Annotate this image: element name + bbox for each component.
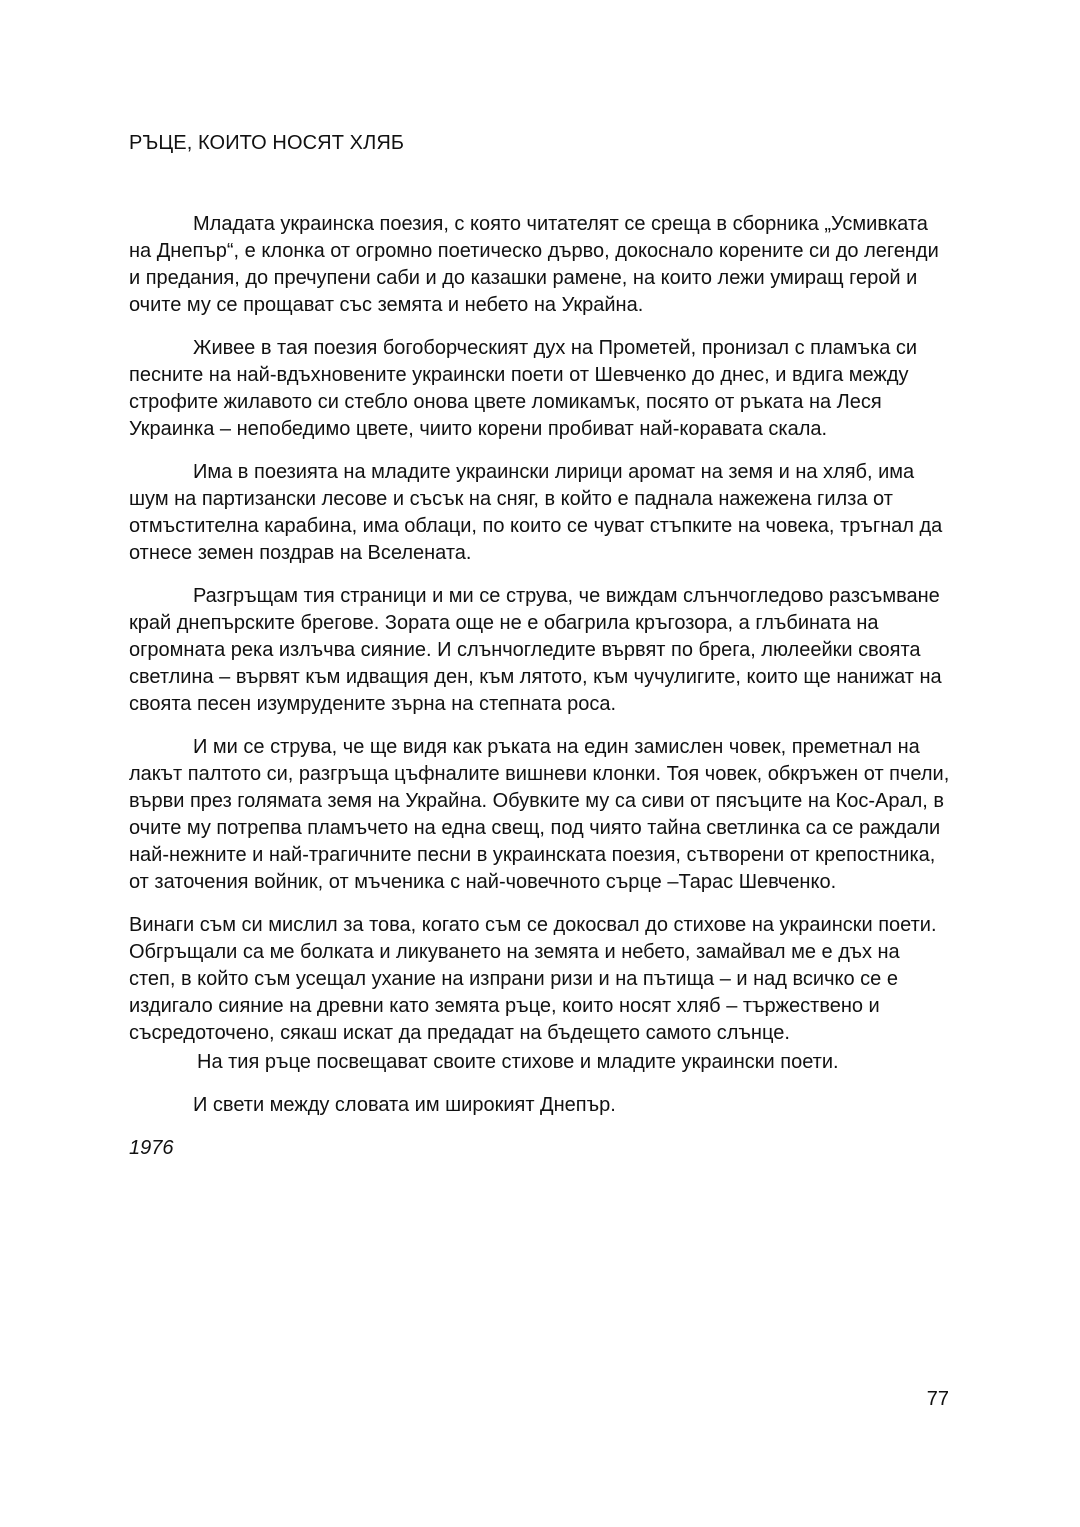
paragraph-3: Има в поезията на младите украински лирици аромат на земя и на хляб, има шум на партизански лесове и съсък на сняг, в който е паднала нажежена гилза от отмъстителна карабина, има облаци, по които се чуват стъпките на човека, тръгнал да отнесе земен поздрав на Вселената. — [129, 461, 943, 564]
paragraph-1: Младата украинска поезия, с която читателят се среща в сборника „Усмивката на Днепър“, е клонка от огромно поетическо дърво, докоснало корените си до легенди и предания, до пречупени саби и до казашки рамене, на които лежи умиращ герой и очите му се прощават със земята и небето на Украйна. — [129, 213, 939, 316]
paragraph-7: На тия ръце посвещават своите стихове и младите украински поети. — [197, 1051, 839, 1073]
page-title: РЪЦЕ, КОИТО НОСЯТ ХЛЯБ — [129, 132, 405, 154]
year-date: 1976 — [129, 1137, 174, 1159]
paragraph-5: И ми се струва, че ще видя как ръката на един замислен човек, преметнал на лакът палтото си, разгръща цъфналите вишневи клонки. Тоя човек, обкръжен от пчели, върви през голямата земя на Украйна. Обувките му са сиви от пясъците на Кос-Арал, в очите му потрепва пламъчето на една свещ, под чиято тайна светлинка са се раждали най-нежните и най-трагичните песни в украинската поезия, сътворени от крепостника, от заточения войник, от мъченика с най-човечното сърце –Тарас Шевченко. — [129, 736, 950, 893]
paragraph-6: Винаги съм си мислил за това, когато съм се докосвал до стихове на украински поети. Обгръщали са ме болката и ликуването на земята и небето, замайвал ме е дъх на степ, в който съм усещал ухание на изпрани ризи и на пътища – и над всичко се е издигало сияние на древни като земята ръце, които носят хляб – тържествено и съсредоточено, сякаш искат да предадат на бъдещето самото слънце. — [129, 914, 937, 1044]
paragraph-4: Разгръщам тия страници и ми се струва, че виждам слънчогледово разсъмване край днепърските брегове. Зората още не е обагрила кръгозора, а глъбината на огромната река излъчва сияние. И слънчогледите вървят по брега, люлеейки своята светлина – вървят към идващия ден, към лятото, към чучулигите, които ще нанижат на своята песен изумрудените зърна на степната роса. — [129, 585, 942, 715]
paragraph-2: Живее в тая поезия богоборческият дух на Прометей, пронизал с пламъка си песните на най-вдъхновените украински поети от Шевченко до днес, и вдига между строфите жилавото си стебло онова цвете ломикамък, посято от ръката на Леся Украинка – непобедимо цвете, чиито корени пробиват най-коравата скала. — [129, 337, 918, 440]
paragraph-8: И свети между словата им широкият Днепър. — [193, 1094, 616, 1116]
essay-body — [129, 211, 951, 1162]
page-number: 77 — [926, 1388, 949, 1410]
